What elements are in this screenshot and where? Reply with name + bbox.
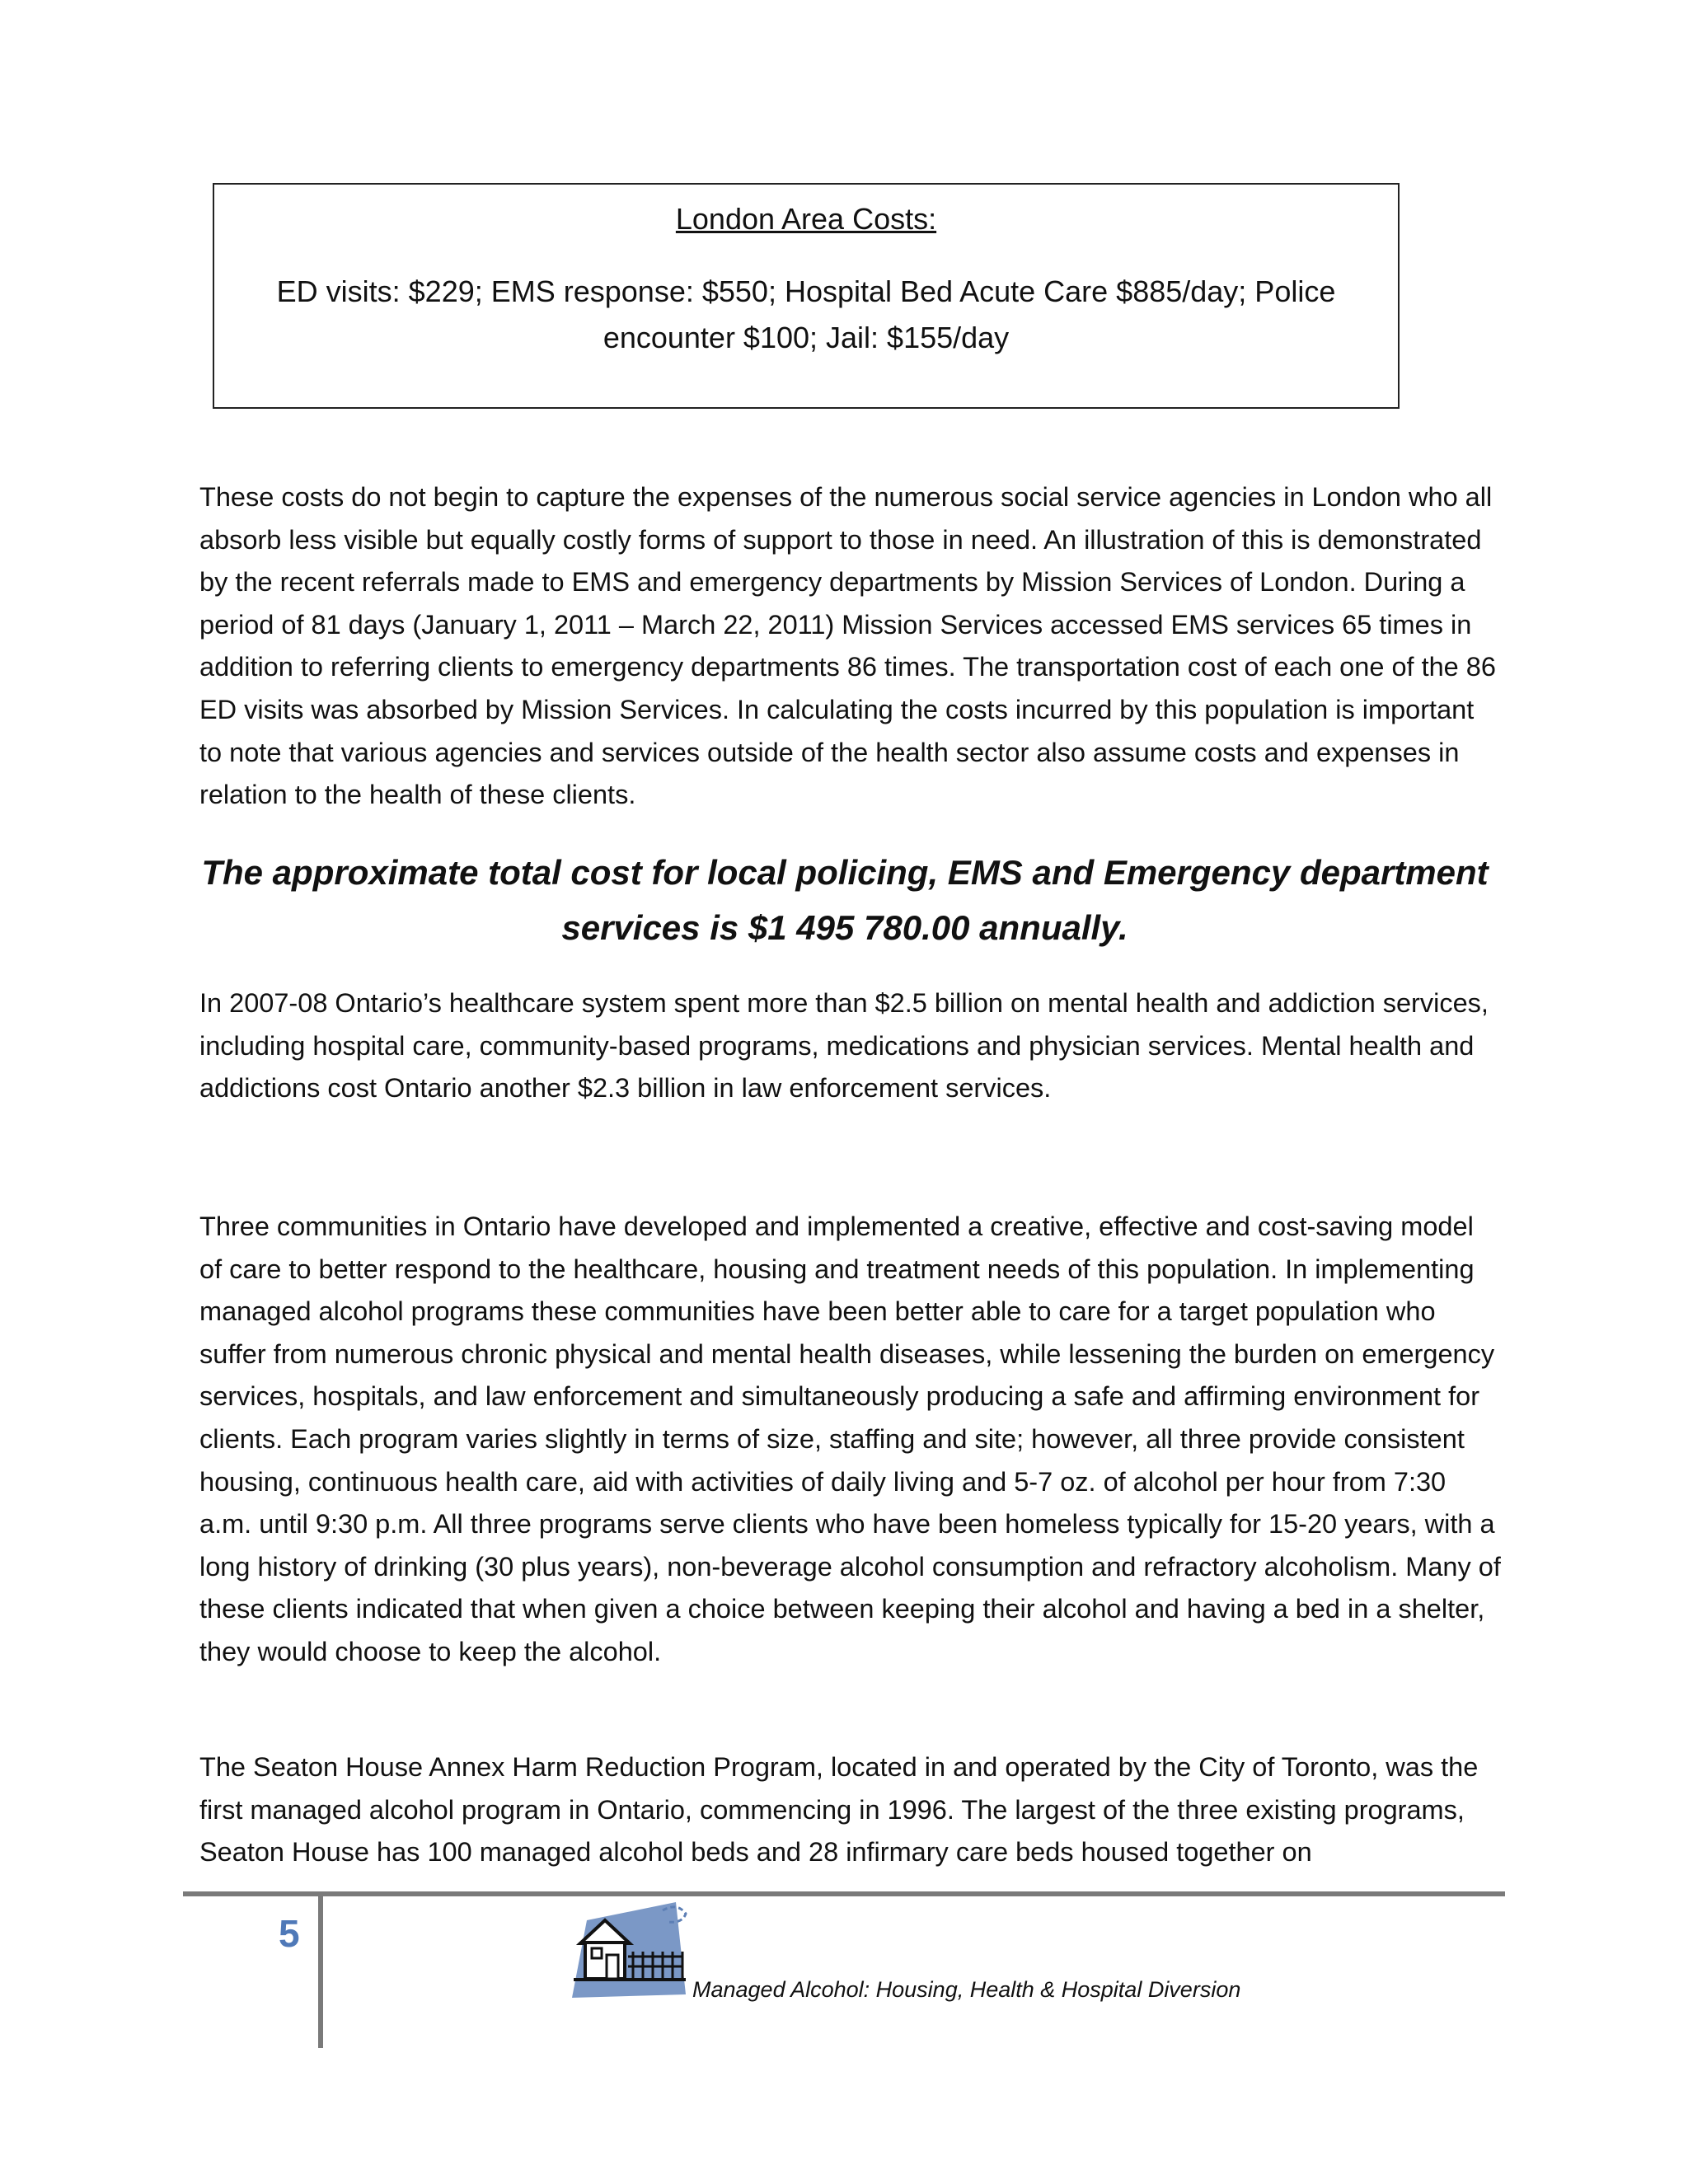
house-logo-icon (570, 1897, 691, 1999)
paragraph-ontario-spending: In 2007-08 Ontario’s healthcare system spent more than $2.5 billion on mental health and addiction services, including hospital care, community-based programs, medications and physician services. Mental health and addictions cost Ontario another $2.3 billion in law enforcement services. (199, 988, 1489, 1104)
costs-box-body (256, 269, 1357, 361)
highlight-line-1: The approximate total cost for local policing, EMS and Emergency department (201, 853, 1489, 892)
total-cost-highlight (181, 845, 1508, 955)
page-number: 5 (279, 1912, 300, 1955)
costs-box-line-2: encounter $100; Jail: $155/day (603, 321, 1010, 354)
footer-vertical-divider (318, 1895, 323, 2048)
paragraph-social-service-costs: These costs do not begin to capture the expenses of the numerous social service agencies in London who all absorb less visible but equally costly forms of support to those in need. An illustration of this is demonstrated by the recent referrals made to EMS and emergency departments by Mission Services of London. During a period of 81 days (January 1, 2011 – March 22, 2011) Mission Services accessed EMS services 65 times in addition to referring clients to emergency departments 86 times. The transportation cost of each one of the 86 ED visits was absorbed by Mission Services. In calculating the costs incurred by this population is important to note that various agencies and services outside of the health sector also assume costs and expenses in relation to the health of these clients. (199, 482, 1496, 810)
paragraph-managed-alcohol-programs: Three communities in Ontario have developed and implemented a creative, effective and cost-saving model of care to better respond to the healthcare, housing and treatment needs of this population. In implementing managed alcohol programs these communities have been better able to care for a target population who suffer from numerous chronic physical and mental health diseases, while lessening the burden on emergency services, hospitals, and law enforcement and simultaneously producing a safe and affirming environment for clients. Each program varies slightly in terms of size, staffing and site; however, all three provide consistent housing, continuous health care, aid with activities of daily living and 5-7 oz. of alcohol per hour from 7:30 a.m. until 9:30 p.m. All three programs serve clients who have been homeless typically for 15-20 years, with a long history of drinking (30 plus years), non-beverage alcohol consumption and refractory alcoholism. Many of these clients indicated that when given a choice between keeping their alcohol and having a bed in a shelter, they would choose to keep the alcohol. (199, 1212, 1501, 1666)
footer-document-title: Managed Alcohol: Housing, Health & Hospital Diversion (692, 1977, 1241, 2002)
costs-box-line-1: ED visits: $229; EMS response: $550; Hospital Bed Acute Care $885/day; Police (276, 274, 1336, 308)
paragraph-seaton-house: The Seaton House Annex Harm Reduction Program, located in and operated by the City of Toronto, was the first managed alcohol program in Ontario, commencing in 1996. The largest of the three existing programs, Seaton House has 100 managed alcohol beds and 28 infirmary care beds housed together on (199, 1752, 1479, 1868)
highlight-line-2: services is $1 495 780.00 annually. (561, 908, 1128, 947)
costs-box-title: London Area Costs: (675, 202, 937, 236)
footer-divider (183, 1891, 1505, 1896)
london-costs-box (213, 183, 1400, 409)
